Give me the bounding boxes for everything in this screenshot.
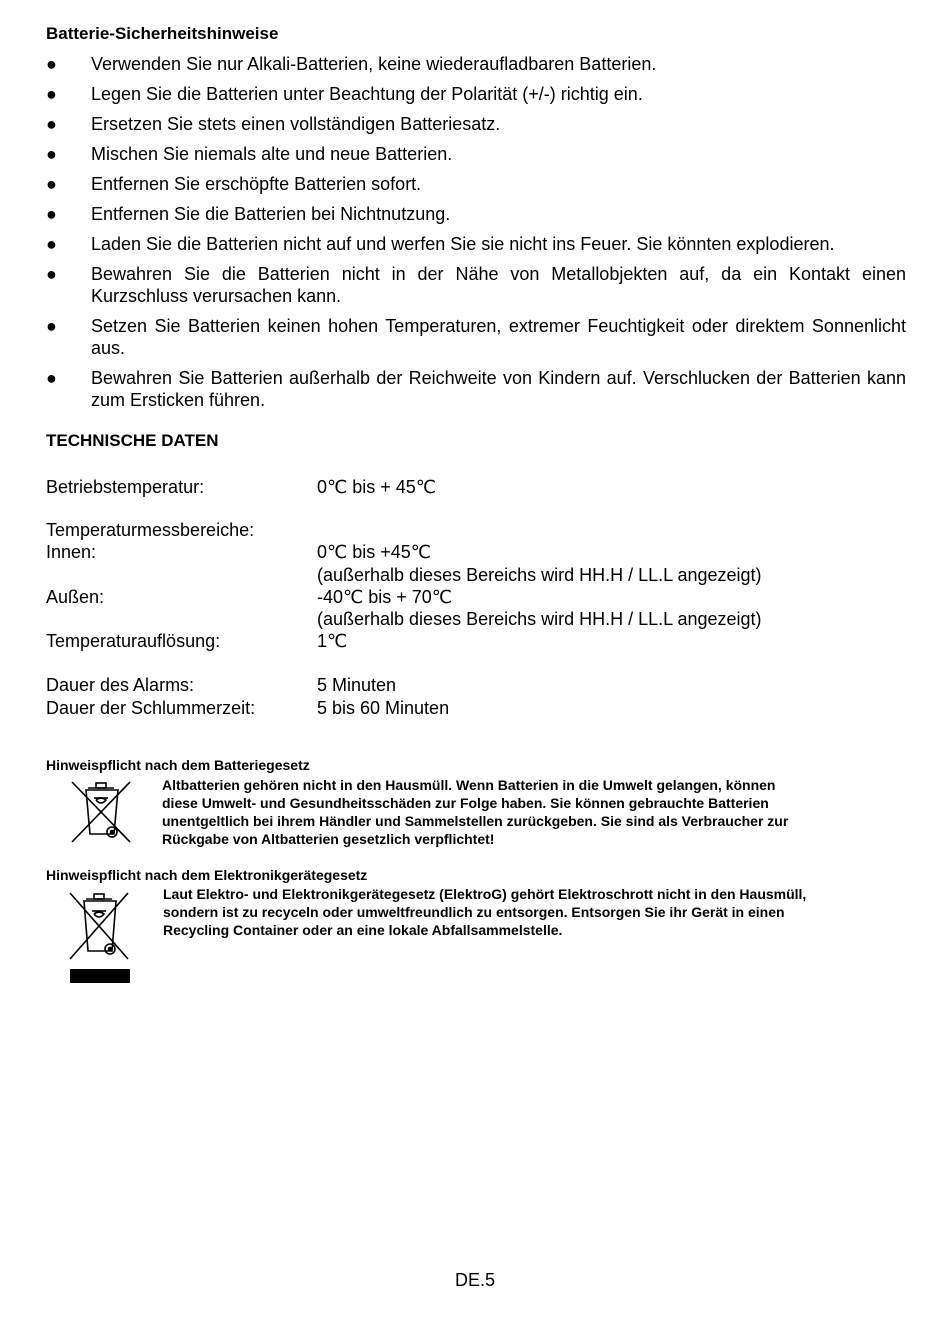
battery-safety-list	[46, 53, 906, 419]
list-item: ● Mischen Sie niemals alte und neue Batterien.	[46, 144, 453, 164]
notice-line: unentgeltlich bei ihrem Händler und Sammelstellen zurückgeben. Sie sind als Verbraucher zur	[162, 813, 789, 829]
spec-value: 0℃ bis + 45℃	[317, 477, 436, 497]
battery-law-heading: Hinweispflicht nach dem Batteriegesetz	[46, 757, 310, 773]
notice-line: Recycling Container oder an eine lokale Abfallsammelstelle.	[163, 922, 563, 938]
list-item: ● Bewahren Sie Batterien außerhalb der Reichweite von Kindern auf. Verschlucken der Batterien kann zum Ersticken führen.	[46, 368, 906, 410]
notice-line: Laut Elektro- und Elektronikgerätegesetz (ElektroG) gehört Elektroschrott nicht in den Hausmüll,	[163, 886, 807, 902]
spec-label: Außen:	[46, 587, 105, 607]
list-item: ● Entfernen Sie erschöpfte Batterien sofort.	[46, 174, 422, 194]
notice-line: diese Umwelt- und Gesundheitsschäden zur Folge haben. Sie können gebrauchte Batterien	[162, 795, 769, 811]
spec-value: 1℃	[317, 631, 348, 651]
list-item: ● Bewahren Sie die Batterien nicht in der Nähe von Metallobjekten auf, da ein Kontakt einen Kurzschluss verursachen kann.	[46, 264, 906, 306]
tech-data-heading: TECHNISCHE DATEN	[46, 431, 219, 450]
spec-value: -40℃ bis + 70℃	[317, 587, 452, 607]
spec-label: Innen:	[46, 542, 97, 562]
spec-label: Dauer der Schlummerzeit:	[46, 698, 256, 718]
battery-law-text	[162, 776, 788, 848]
spec-label: Temperaturmessbereiche:	[46, 520, 255, 540]
list-item: ● Legen Sie die Batterien unter Beachtung der Polarität (+/-) richtig ein.	[46, 84, 643, 104]
spec-value: 0℃ bis +45℃	[317, 542, 431, 562]
crossed-out-wheelie-bin-icon	[68, 778, 136, 851]
spec-label: Dauer des Alarms:	[46, 675, 195, 695]
list-item: ● Ersetzen Sie stets einen vollständigen Batteriesatz.	[46, 114, 501, 134]
spec-label: Temperaturauflösung:	[46, 631, 221, 651]
list-item: ● Verwenden Sie nur Alkali-Batterien, keine wiederaufladbaren Batterien.	[46, 54, 657, 74]
spec-value: 5 Minuten	[317, 675, 397, 695]
electronics-law-text	[163, 885, 806, 939]
list-item: ● Laden Sie die Batterien nicht auf und werfen Sie sie nicht ins Feuer. Sie könnten explodieren.	[46, 234, 835, 254]
spec-note: (außerhalb dieses Bereichs wird HH.H / LL.L angezeigt)	[317, 565, 762, 585]
spec-value: 5 bis 60 Minuten	[317, 698, 450, 718]
notice-line: Rückgabe von Altbatterien gesetzlich verpflichtet!	[162, 831, 495, 847]
list-item: ● Setzen Sie Batterien keinen hohen Temperaturen, extremer Feuchtigkeit oder direktem Sonnenlicht aus.	[46, 316, 906, 358]
spec-label: Betriebstemperatur:	[46, 477, 205, 497]
list-item: ● Entfernen Sie die Batterien bei Nichtnutzung.	[46, 204, 451, 224]
notice-line: Altbatterien gehören nicht in den Hausmüll. Wenn Batterien in die Umwelt gelangen, können	[162, 777, 776, 793]
page-number: DE.5	[454, 1270, 496, 1290]
battery-safety-heading: Batterie-Sicherheitshinweise	[46, 24, 279, 43]
electronics-law-heading: Hinweispflicht nach dem Elektronikgerätegesetz	[46, 867, 368, 883]
notice-line: sondern ist zu recyceln oder umweltfreundlich zu entsorgen. Entsorgen Sie ihr Gerät in einen	[163, 904, 785, 920]
spec-note: (außerhalb dieses Bereichs wird HH.H / LL.L angezeigt)	[317, 609, 762, 629]
crossed-out-wheelie-bin-icon	[66, 889, 134, 994]
